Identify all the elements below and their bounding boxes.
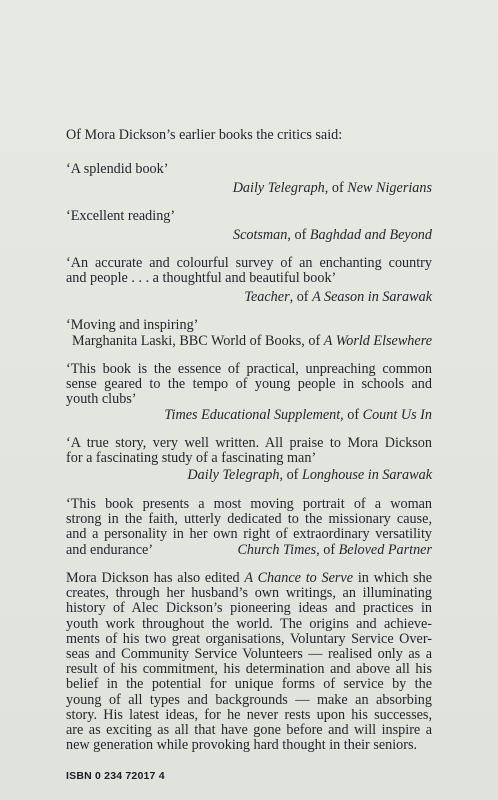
paragraph-line: belief in the potential for unique forms of service by the bbox=[66, 676, 432, 693]
review-book-title: Count Us In bbox=[362, 407, 432, 423]
quote-line: and endurance’ bbox=[66, 541, 154, 558]
review-of: , of bbox=[316, 542, 339, 558]
paragraph-line: young of all types and backgrounds — make an absorbing bbox=[66, 691, 432, 708]
paragraph-text: Mora Dickson has also edited bbox=[66, 570, 245, 586]
review-attribution bbox=[187, 468, 432, 483]
paragraph-line: seas and Community Service Volunteers — realised only as a bbox=[66, 645, 432, 662]
review-book-title: New Nigerians bbox=[347, 180, 432, 196]
paragraph-line: history of Alec Dickson’s pioneering ideas and practices in bbox=[66, 600, 432, 617]
paragraph-line: youth work throughout the world. The origins and achieve- bbox=[66, 615, 432, 632]
review-source: Daily Telegraph bbox=[187, 467, 280, 483]
review-source: Scotsman bbox=[232, 227, 288, 243]
review-source: Times Educational Supplement bbox=[164, 407, 341, 423]
review-attribution bbox=[244, 290, 432, 305]
review-of: , of bbox=[279, 467, 302, 483]
review-source: Teacher bbox=[244, 289, 290, 305]
review-quote bbox=[66, 256, 432, 286]
review-book-title: A World Elsewhere bbox=[323, 333, 432, 349]
review-of: , of bbox=[289, 289, 313, 305]
quote-line: ‘This book is the essence of practical, unpreaching common bbox=[66, 361, 432, 377]
isbn-number: ISBN 0 234 72017 4 bbox=[66, 770, 165, 782]
paragraph-line: ments of his two great organisations, Voluntary Service Over- bbox=[66, 630, 432, 647]
paragraph-text: in which she bbox=[353, 570, 433, 586]
quote-line: and a personality in her own right of extraordinary versatility bbox=[66, 526, 432, 543]
review-of: , of bbox=[287, 227, 310, 243]
paragraph-line: result of his commitment, his determination and above all his bbox=[66, 661, 432, 678]
review-attribution bbox=[233, 228, 432, 243]
intro-line: Of Mora Dickson’s earlier books the critics said: bbox=[66, 127, 343, 143]
quote-line: ‘A true story, very well written. All praise to Mora Dickson bbox=[66, 435, 432, 451]
review-of: , of bbox=[340, 407, 363, 423]
paragraph-line: are as exciting as all that have gone before and will inspire a bbox=[66, 721, 432, 738]
quote-line: ‘An accurate and colourful survey of an enchanting country bbox=[66, 255, 432, 271]
paragraph-line: creates, through her husband’s own writings, an illuminating bbox=[66, 585, 432, 602]
review-book-title: Longhouse in Sarawak bbox=[301, 467, 432, 483]
paragraph-first-line bbox=[66, 571, 432, 586]
quote-line: ‘This book presents a most moving portrait of a woman bbox=[66, 496, 432, 512]
review-quote: ‘A splendid book’ bbox=[66, 161, 169, 177]
review-of: , of bbox=[324, 180, 348, 196]
review-of: , of bbox=[301, 333, 324, 349]
review-attribution bbox=[164, 408, 432, 423]
review-attribution bbox=[237, 543, 432, 558]
description-paragraph bbox=[66, 571, 432, 753]
review-quote bbox=[66, 362, 432, 408]
quote-line: and people . . . a thoughtful and beautiful book’ bbox=[66, 270, 337, 287]
quote-line: strong in the faith, utterly dedicated to the missionary cause, bbox=[66, 511, 432, 528]
quote-line: sense geared to the tempo of young people in schools and bbox=[66, 376, 432, 393]
review-source: Church Times bbox=[237, 542, 317, 558]
review-source: Daily Telegraph bbox=[232, 180, 325, 196]
review-attribution bbox=[233, 181, 432, 196]
review-quote: ‘Excellent reading’ bbox=[66, 208, 176, 224]
quote-line: youth clubs’ bbox=[66, 391, 137, 408]
edited-book-title: A Chance to Serve bbox=[244, 570, 354, 586]
paragraph-line: new generation while provoking hard thought in their seniors. bbox=[66, 737, 418, 754]
review-attribution bbox=[72, 334, 432, 349]
paragraph-line: story. His latest ideas, for he never rests upon his successes, bbox=[66, 706, 432, 723]
quote-line: for a fascinating study of a fascinating man’ bbox=[66, 450, 317, 467]
review-quote bbox=[66, 436, 432, 466]
review-book-title: A Season in Sarawak bbox=[312, 289, 432, 305]
review-book-title: Baghdad and Beyond bbox=[309, 227, 432, 243]
review-quote: ‘Moving and inspiring’ bbox=[66, 317, 199, 333]
review-book-title: Beloved Partner bbox=[338, 542, 432, 558]
review-source: Marghanita Laski, BBC World of Books bbox=[72, 333, 302, 349]
